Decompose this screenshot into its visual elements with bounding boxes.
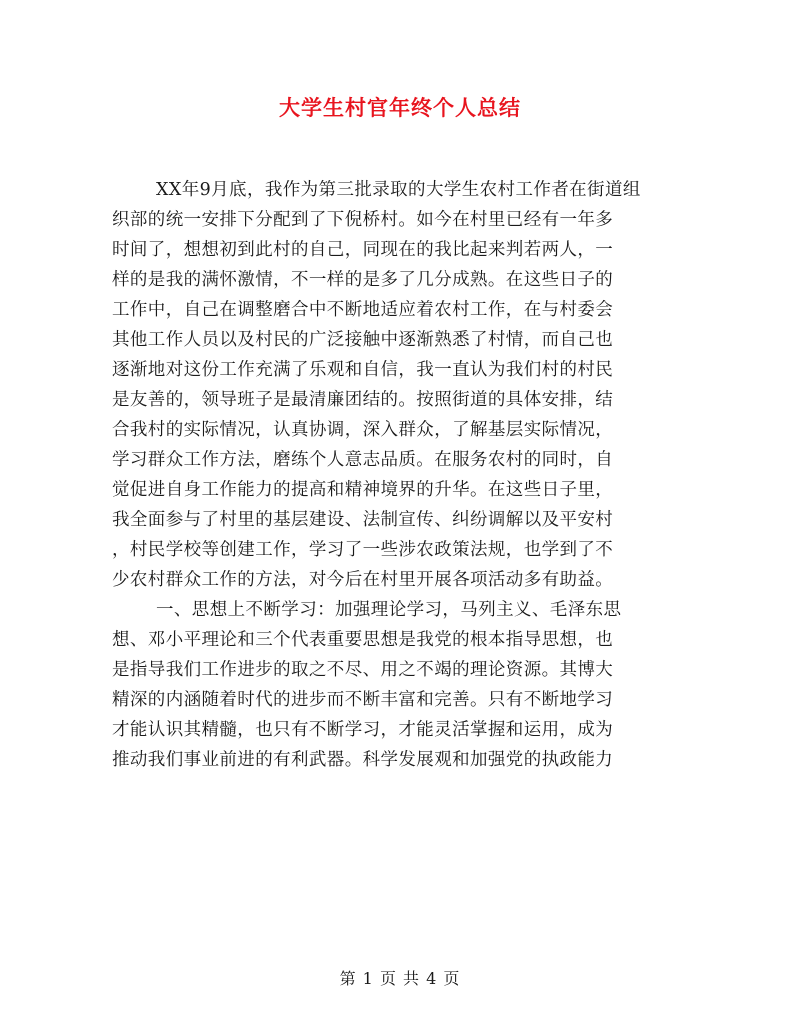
body-line: 其他工作人员以及村民的广泛接触中逐渐熟悉了村情，而自己也 <box>112 330 614 350</box>
body-line: 想、邓小平理论和三个代表重要思想是我党的根本指导思想，也 <box>112 630 614 650</box>
document-body <box>112 175 672 775</box>
page-footer: 第 1 页 共 4 页 <box>339 969 461 988</box>
body-line: 学习群众工作方法，磨练个人意志品质。在服务农村的同时，自 <box>112 450 614 470</box>
body-line: 推动我们事业前进的有利武器。科学发展观和加强党的执政能力 <box>112 750 614 770</box>
body-line: 一、思想上不断学习：加强理论学习，马列主义、毛泽东思 <box>156 600 622 620</box>
body-line: 合我村的实际情况，认真协调，深入群众，了解基层实际情况， <box>112 420 614 440</box>
body-line: 才能认识其精髓，也只有不断学习，才能灵活掌握和运用，成为 <box>112 720 614 740</box>
document-title: 大学生村官年终个人总结 <box>279 95 521 120</box>
body-line: 精深的内涵随着时代的进步而不断丰富和完善。只有不断地学习 <box>112 690 614 710</box>
body-line: 我全面参与了村里的基层建设、法制宣传、纠纷调解以及平安村 <box>112 510 614 530</box>
body-line: 少农村群众工作的方法，对今后在村里开展各项活动多有助益。 <box>112 570 614 590</box>
body-line: 逐渐地对这份工作充满了乐观和自信，我一直认为我们村的村民 <box>112 360 614 380</box>
body-line: 是指导我们工作进步的取之不尽、用之不竭的理论资源。其博大 <box>112 660 614 680</box>
body-line: 工作中，自己在调整磨合中不断地适应着农村工作，在与村委会 <box>112 300 614 320</box>
body-line: 是友善的，领导班子是最清廉团结的。按照街道的具体安排，结 <box>112 390 614 410</box>
body-line: 样的是我的满怀激情，不一样的是多了几分成熟。在这些日子的 <box>112 270 614 290</box>
body-line: 织部的统一安排下分配到了下倪桥村。如今在村里已经有一年多 <box>112 210 614 230</box>
body-line: ，村民学校等创建工作，学习了一些涉农政策法规，也学到了不 <box>112 540 614 560</box>
body-line: 觉促进自身工作能力的提高和精神境界的升华。在这些日子里， <box>112 480 614 500</box>
body-line: 时间了，想想初到此村的自己，同现在的我比起来判若两人，一 <box>112 240 614 260</box>
body-line: XX年9月底，我作为第三批录取的大学生农村工作者在街道组 <box>156 180 641 200</box>
